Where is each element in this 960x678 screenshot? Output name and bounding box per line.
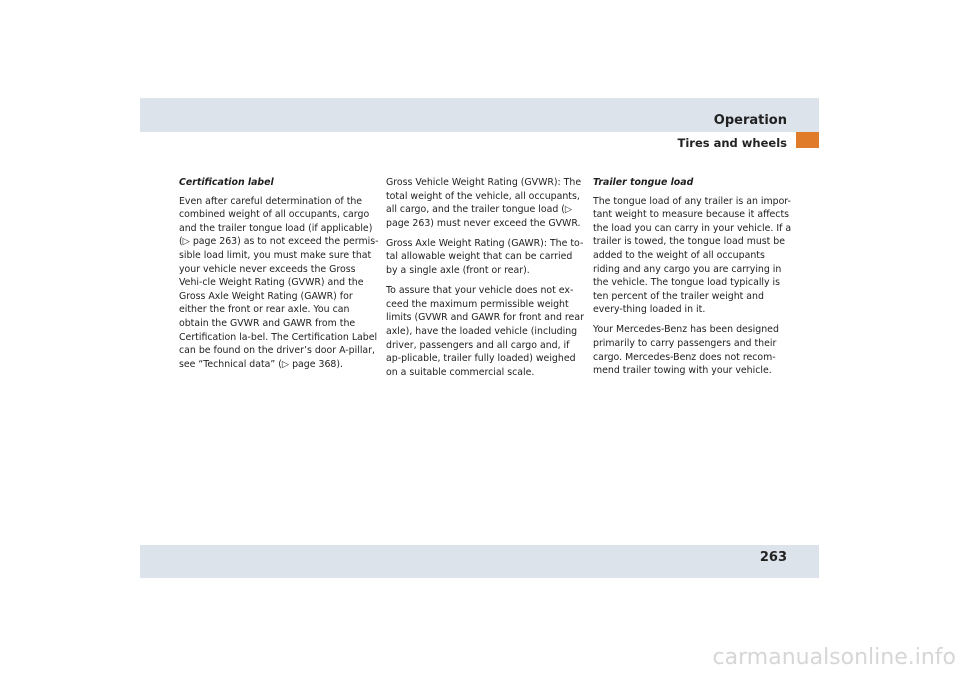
section-accent-marker [796,132,819,148]
subsection-title: Tires and wheels [677,136,787,150]
certification-label-heading: Certification label [179,177,274,188]
paragraph: To assure that your vehicle does not ex-ceed the maximum permissible weight limits (GVWR and GAWR for front and rear axle), have the loaded vehicle (including driver, passengers and all cargo and, if ap-plicable, trailer fully loaded) weighed on a suitable commercial scale. [386,285,584,378]
footer-band [140,545,819,578]
paragraph: Gross Vehicle Weight Rating (GVWR): The total weight of the vehicle, all occupants, all cargo, and the trailer tongue load (▷ page 263) must never exceed the GVWR. [386,177,582,229]
paragraph: The tongue load of any trailer is an impor-tant weight to measure because it affects the load you can carry in your vehicle. If a trailer is towed, the tongue load must be added to the weight of all occupants riding and any cargo you are carrying in the vehicle. The tongue load typically is ten percent of the trailer weight and every-thing loaded in it. [593,195,792,316]
trailer-tongue-load-heading: Trailer tongue load [593,177,694,188]
paragraph: Gross Axle Weight Rating (GAWR): The to-tal allowable weight that can be carried by a single axle (front or rear). [386,237,584,277]
section-title: Operation [713,113,787,128]
text-column-1 [179,176,379,378]
paragraph: Your Mercedes-Benz has been designed primarily to carry passengers and their cargo. Mercedes-Benz does not recom-mend trailer towing with your vehicle. [593,324,779,377]
text-column-2 [386,176,586,386]
watermark: carmanualsonline.info [712,645,956,670]
paragraph: Even after careful determination of the combined weight of all occupants, cargo and the trailer tongue load (if applicable) (▷ page 263) as to not exceed the permis-sible load limit, you must make sure that your vehicle never exceeds the Gross Vehi-cle Weight Rating (GVWR) and the Gross Axle Weight Rating (GAWR) for either the front or rear axle. You can obtain the GVWR and GAWR from the Certification la-bel. The Certification Label can be found on the driver’s door A-pillar, see “Technical data” (▷ page 368). [179,195,379,370]
text-column-3 [593,176,793,384]
page-number: 263 [759,550,787,565]
